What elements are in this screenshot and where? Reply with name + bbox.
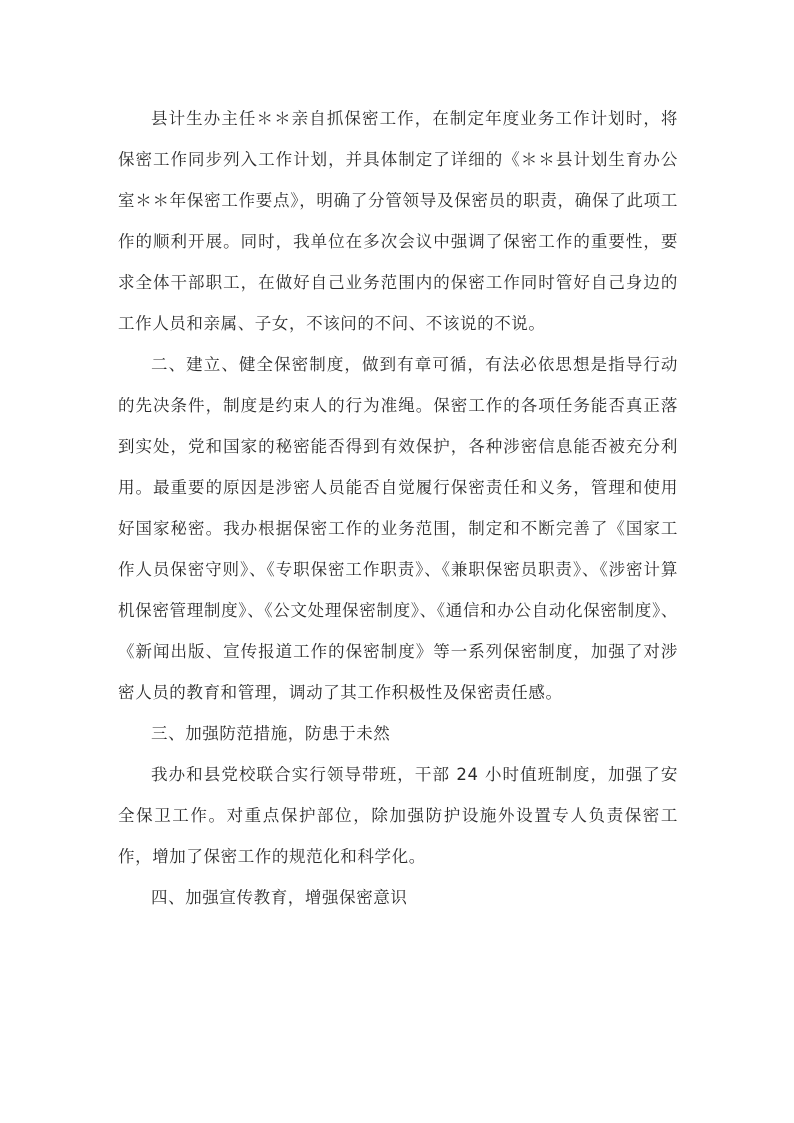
paragraph-section-two: 二、建立、健全保密制度，做到有章可循，有法必依思想是指导行动的先决条件，制度是约束人的行为准绳。保密工作的各项任务能否真正落到实处，党和国家的秘密能否得到有效保护，各种涉密信息能否被充分利用。最重要的原因是涉密人员能否自觉履行保密责任和义务，管理和使用好国家秘密。我办根据保密工作的业务范围，制定和不断完善了《国家工作人员保密守则》、《专职保密工作职责》、《兼职保密员职责》、《涉密计算机保密管理制度》、《公文处理保密制度》、《通信和办公自动化保密制度》、《新闻出版、宣传报道工作的保密制度》等一系列保密制度，加强了对涉密人员的教育和管理，调动了其工作积极性及保密责任感。	[118, 355, 678, 702]
heading-section-three: 三、加强防范措施，防患于未然	[151, 724, 391, 743]
paragraph-leadership: 县计生办主任＊＊亲自抓保密工作，在制定年度业务工作计划时，将保密工作同步列入工作计划，并具体制定了详细的《＊＊县计划生育办公室＊＊年保密工作要点》，明确了分管领导及保密员的职责，确保了此项工作的顺利开展。同时，我单位在多次会议中强调了保密工作的重要性，要求全体干部职工，在做好自己业务范围内的保密工作同时管好自己身边的工作人员和亲属、子女，不该问的不问、不该说的不说。	[118, 109, 678, 333]
document-body	[118, 98, 678, 918]
heading-section-four: 四、加强宣传教育，增强保密意识	[151, 888, 408, 907]
paragraph-section-three: 我办和县党校联合实行领导带班，干部 24 小时值班制度，加强了安全保卫工作。对重点保护部位，除加强防护设施外设置专人负责保密工作，增加了保密工作的规范化和科学化。	[118, 765, 678, 866]
